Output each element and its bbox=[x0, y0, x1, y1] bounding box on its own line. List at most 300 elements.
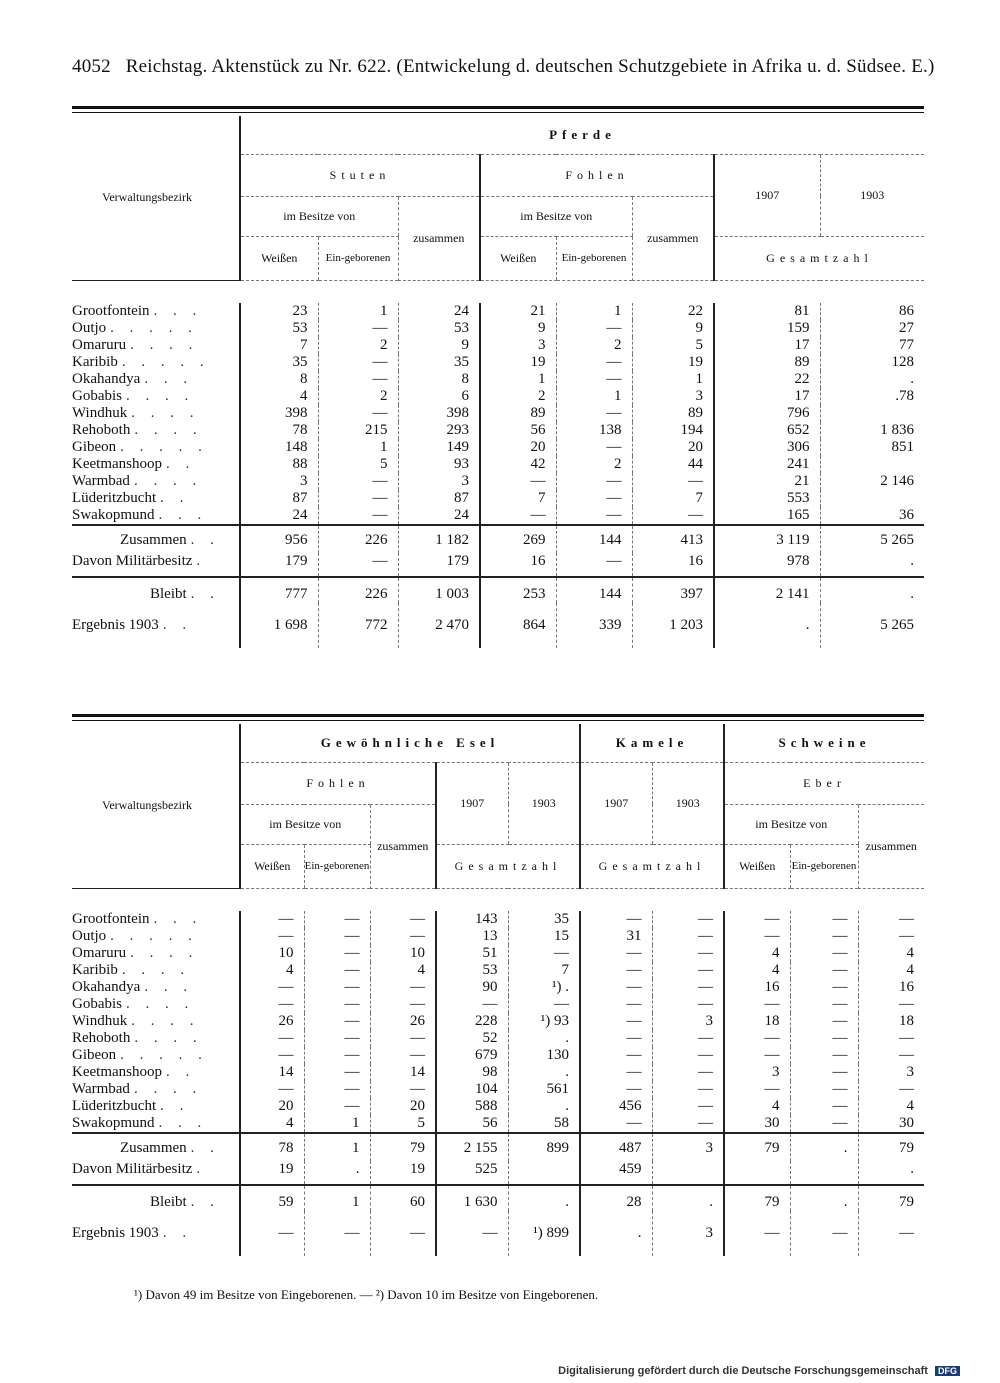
table-cell: — bbox=[436, 996, 508, 1013]
table-row bbox=[72, 303, 924, 320]
year-1907-header: 1907 bbox=[580, 762, 652, 844]
table-cell: — bbox=[556, 473, 632, 490]
table-cell: — bbox=[304, 1047, 370, 1064]
table-row bbox=[72, 422, 924, 439]
table-cell: 53 bbox=[436, 962, 508, 979]
table-cell: — bbox=[858, 928, 924, 945]
owned-by-header: im Besitze von bbox=[480, 196, 632, 236]
table-cell: — bbox=[652, 962, 724, 979]
table-cell: — bbox=[240, 1211, 304, 1256]
leader-dots: . . . bbox=[153, 910, 203, 927]
district-name bbox=[72, 911, 240, 928]
leader-dots: . . bbox=[162, 1224, 193, 1241]
year-1903-header: 1903 bbox=[508, 762, 580, 844]
row-label: Zusammen bbox=[120, 531, 187, 548]
table-cell: — bbox=[580, 1115, 652, 1133]
table-cell: — bbox=[318, 371, 398, 388]
table-cell: 3 bbox=[858, 1064, 924, 1081]
district-name bbox=[72, 553, 240, 577]
table-cell: — bbox=[304, 911, 370, 928]
pigs-group-header: Schweine bbox=[724, 724, 924, 762]
table-cell: 31 bbox=[580, 928, 652, 945]
row-label: Grootfontein bbox=[72, 910, 150, 927]
table-cell bbox=[820, 490, 924, 507]
table-cell: 293 bbox=[398, 422, 480, 439]
table-cell: — bbox=[370, 1047, 436, 1064]
district-name bbox=[72, 303, 240, 320]
table-row bbox=[72, 371, 924, 388]
table-cell: 15 bbox=[508, 928, 580, 945]
table-cell: — bbox=[304, 1013, 370, 1030]
table-cell: 7 bbox=[480, 490, 556, 507]
table-cell: — bbox=[652, 1047, 724, 1064]
table-cell: 226 bbox=[318, 577, 398, 603]
table-cell: 89 bbox=[632, 405, 714, 422]
total-header: zusammen bbox=[858, 804, 924, 888]
table-cell: 6 bbox=[398, 388, 480, 405]
leader-dots: . . . . bbox=[134, 421, 203, 438]
table-cell: — bbox=[652, 928, 724, 945]
table-cell: 4 bbox=[858, 1098, 924, 1115]
table-cell: — bbox=[304, 996, 370, 1013]
table-cell: — bbox=[790, 911, 858, 928]
leader-dots: . . bbox=[190, 1139, 220, 1156]
table-cell: — bbox=[318, 490, 398, 507]
leader-dots: . . . bbox=[158, 1114, 208, 1131]
donkeys-camels-pigs-table-body bbox=[72, 888, 924, 1256]
leader-dots: . . . . bbox=[130, 944, 199, 961]
horses-group-header: Pferde bbox=[240, 116, 924, 154]
district-name bbox=[72, 320, 240, 337]
row-label: Swakopmund bbox=[72, 506, 155, 523]
table-row bbox=[72, 525, 924, 553]
table-cell: — bbox=[436, 1211, 508, 1256]
table-cell: 23 bbox=[240, 303, 318, 320]
table-cell: 87 bbox=[240, 490, 318, 507]
table-cell: 79 bbox=[858, 1185, 924, 1211]
table-cell: 19 bbox=[240, 1161, 304, 1185]
table-cell: 52 bbox=[436, 1030, 508, 1047]
table-cell: 9 bbox=[480, 320, 556, 337]
table-cell: 413 bbox=[632, 525, 714, 553]
table-cell: 553 bbox=[714, 490, 820, 507]
table-cell: .78 bbox=[820, 388, 924, 405]
table-cell: — bbox=[858, 996, 924, 1013]
donkeys-camels-pigs-table bbox=[72, 724, 924, 1256]
district-name bbox=[72, 507, 240, 525]
total-header: zusammen bbox=[632, 196, 714, 280]
table-cell: 4 bbox=[724, 1098, 790, 1115]
table-cell: 26 bbox=[240, 1013, 304, 1030]
table-cell: — bbox=[370, 1081, 436, 1098]
credit-text: Digitalisierung gefördert durch die Deutsche Forschungsgemeinschaft bbox=[558, 1365, 928, 1377]
table-cell: 130 bbox=[508, 1047, 580, 1064]
row-label: Gobabis bbox=[72, 387, 122, 404]
table-cell: 228 bbox=[436, 1013, 508, 1030]
table-cell: 8 bbox=[398, 371, 480, 388]
row-label: Ergebnis 1903 bbox=[72, 616, 159, 633]
district-name bbox=[72, 1185, 240, 1211]
district-name bbox=[72, 422, 240, 439]
table-cell: — bbox=[580, 1064, 652, 1081]
table-cell: 652 bbox=[714, 422, 820, 439]
table-cell: — bbox=[790, 1030, 858, 1047]
table-cell: 8 bbox=[240, 371, 318, 388]
table-cell: — bbox=[724, 1211, 790, 1256]
camels-group-header: Kamele bbox=[580, 724, 724, 762]
whites-header: Weißen bbox=[480, 236, 556, 280]
table-cell: 36 bbox=[820, 507, 924, 525]
table-cell: 22 bbox=[714, 371, 820, 388]
page-header bbox=[72, 56, 935, 78]
table-cell: . bbox=[790, 1185, 858, 1211]
table-cell: 20 bbox=[370, 1098, 436, 1115]
table-cell: — bbox=[370, 911, 436, 928]
table-cell: — bbox=[790, 1064, 858, 1081]
horses-table bbox=[72, 116, 924, 648]
table-cell: 4 bbox=[858, 945, 924, 962]
table-cell: — bbox=[724, 928, 790, 945]
table-cell: 30 bbox=[724, 1115, 790, 1133]
table-row bbox=[72, 553, 924, 577]
row-label: Lüderitzbucht bbox=[72, 489, 157, 506]
table-cell: — bbox=[556, 507, 632, 525]
natives-header: Ein-geborenen bbox=[790, 844, 858, 888]
leader-dots: . . bbox=[190, 585, 220, 602]
whites-header: Weißen bbox=[240, 236, 318, 280]
table-cell: 21 bbox=[480, 303, 556, 320]
table-cell: 2 470 bbox=[398, 603, 480, 648]
owned-by-header: im Besitze von bbox=[240, 196, 398, 236]
table-cell bbox=[724, 1161, 790, 1185]
table-cell: — bbox=[556, 405, 632, 422]
table-row bbox=[72, 320, 924, 337]
table-cell: — bbox=[652, 1030, 724, 1047]
leader-dots: . . bbox=[162, 616, 193, 633]
table-cell: 18 bbox=[858, 1013, 924, 1030]
table-cell: — bbox=[556, 354, 632, 371]
table-cell: 24 bbox=[398, 507, 480, 525]
row-label: Omaruru bbox=[72, 944, 127, 961]
table-cell: 16 bbox=[858, 979, 924, 996]
total-count-header: Gesamtzahl bbox=[580, 844, 724, 888]
leader-dots: . . . bbox=[144, 978, 194, 995]
row-label: Ergebnis 1903 bbox=[72, 1224, 159, 1241]
row-label: Karibib bbox=[72, 353, 118, 370]
table-cell: — bbox=[580, 1047, 652, 1064]
leader-dots: . . . . . bbox=[110, 927, 198, 944]
leader-dots: . . bbox=[165, 455, 196, 472]
table-cell: 1 003 bbox=[398, 577, 480, 603]
table-cell: 22 bbox=[632, 303, 714, 320]
natives-header: Ein-geborenen bbox=[556, 236, 632, 280]
table-cell: — bbox=[370, 996, 436, 1013]
table-cell: . bbox=[508, 1185, 580, 1211]
table-cell: 78 bbox=[240, 1133, 304, 1161]
table-cell: . bbox=[508, 1030, 580, 1047]
table-cell: — bbox=[508, 996, 580, 1013]
table-cell: — bbox=[240, 1047, 304, 1064]
table-cell: — bbox=[240, 996, 304, 1013]
leader-dots: . . . . . bbox=[110, 319, 198, 336]
table-cell: 159 bbox=[714, 320, 820, 337]
table-cell: 179 bbox=[398, 553, 480, 577]
table-cell: — bbox=[240, 979, 304, 996]
table-cell: — bbox=[240, 928, 304, 945]
table-cell: 1 630 bbox=[436, 1185, 508, 1211]
table-cell: 864 bbox=[480, 603, 556, 648]
table-row bbox=[72, 1030, 924, 1047]
row-label: Outjo bbox=[72, 927, 107, 944]
table-cell: — bbox=[304, 928, 370, 945]
row-label: Okahandya bbox=[72, 978, 141, 995]
table-cell: 53 bbox=[240, 320, 318, 337]
dfg-logo: DFG bbox=[935, 1366, 960, 1376]
table-cell: . bbox=[508, 1098, 580, 1115]
table-cell: — bbox=[304, 1098, 370, 1115]
district-name bbox=[72, 1161, 240, 1185]
table-row bbox=[72, 439, 924, 456]
table-cell: 226 bbox=[318, 525, 398, 553]
table-cell: 98 bbox=[436, 1064, 508, 1081]
row-label: Keetmanshoop bbox=[72, 1063, 162, 1080]
table-cell: 79 bbox=[724, 1133, 790, 1161]
table-cell: — bbox=[580, 911, 652, 928]
table-cell: — bbox=[790, 1047, 858, 1064]
table-cell: — bbox=[556, 490, 632, 507]
table-cell: 777 bbox=[240, 577, 318, 603]
table2-top-rule-thin bbox=[72, 720, 924, 721]
table-cell: 1 182 bbox=[398, 525, 480, 553]
table-cell: — bbox=[724, 1081, 790, 1098]
leader-dots: . . . . bbox=[133, 1080, 203, 1097]
natives-header: Ein-geborenen bbox=[318, 236, 398, 280]
table-cell: 7 bbox=[508, 962, 580, 979]
table-cell: 2 146 bbox=[820, 473, 924, 490]
table-cell: 5 265 bbox=[820, 603, 924, 648]
table-cell: 35 bbox=[240, 354, 318, 371]
table-cell: 14 bbox=[370, 1064, 436, 1081]
page-number: 4052 bbox=[72, 56, 111, 77]
district-name bbox=[72, 525, 240, 553]
table-row bbox=[72, 945, 924, 962]
table-row bbox=[72, 1161, 924, 1185]
table-cell: — bbox=[556, 320, 632, 337]
table-cell: — bbox=[858, 1047, 924, 1064]
table-cell: 14 bbox=[240, 1064, 304, 1081]
table-cell: 143 bbox=[436, 911, 508, 928]
table-cell: — bbox=[580, 1081, 652, 1098]
table-cell: — bbox=[318, 320, 398, 337]
table-row bbox=[72, 1064, 924, 1081]
table-row bbox=[72, 388, 924, 405]
table-cell: 269 bbox=[480, 525, 556, 553]
row-label: Rehoboth bbox=[72, 421, 131, 438]
page-title: Reichstag. Aktenstück zu Nr. 622. (Entwickelung d. deutschen Schutzgebiete in Afrika u. d. Südsee. E.) bbox=[125, 56, 935, 77]
table-cell: — bbox=[304, 945, 370, 962]
table-cell: 13 bbox=[436, 928, 508, 945]
table-cell: — bbox=[652, 1081, 724, 1098]
table-cell: 79 bbox=[858, 1133, 924, 1161]
table-cell: 7 bbox=[240, 337, 318, 354]
table-cell: . bbox=[652, 1185, 724, 1211]
district-name bbox=[72, 962, 240, 979]
table-cell: 60 bbox=[370, 1185, 436, 1211]
row-label: Zusammen bbox=[120, 1139, 187, 1156]
table-cell: 20 bbox=[480, 439, 556, 456]
table-cell: — bbox=[304, 1211, 370, 1256]
year-1903-header: 1903 bbox=[652, 762, 724, 844]
table-cell: 56 bbox=[436, 1115, 508, 1133]
table-row bbox=[72, 1115, 924, 1133]
table-cell: 35 bbox=[508, 911, 580, 928]
table-cell: — bbox=[724, 1030, 790, 1047]
table-cell: 956 bbox=[240, 525, 318, 553]
table-cell: 28 bbox=[580, 1185, 652, 1211]
table-cell: 2 bbox=[556, 337, 632, 354]
table-cell: — bbox=[580, 979, 652, 996]
table-cell: — bbox=[508, 945, 580, 962]
table-cell: — bbox=[790, 996, 858, 1013]
table-cell: — bbox=[858, 1081, 924, 1098]
table-cell: — bbox=[790, 945, 858, 962]
table-cell: — bbox=[632, 473, 714, 490]
table-cell bbox=[508, 1161, 580, 1185]
whites-header: Weißen bbox=[724, 844, 790, 888]
table-cell: 1 bbox=[632, 371, 714, 388]
table-row bbox=[72, 911, 924, 928]
table-cell: 215 bbox=[318, 422, 398, 439]
row-label: Davon Militärbesitz bbox=[72, 552, 193, 569]
district-name bbox=[72, 388, 240, 405]
table-cell: 44 bbox=[632, 456, 714, 473]
table-cell: 165 bbox=[714, 507, 820, 525]
table-cell: 24 bbox=[398, 303, 480, 320]
owned-by-header: im Besitze von bbox=[240, 804, 370, 844]
district-name bbox=[72, 1098, 240, 1115]
table-cell: 4 bbox=[858, 962, 924, 979]
table-cell: 21 bbox=[714, 473, 820, 490]
table-cell: 88 bbox=[240, 456, 318, 473]
leader-dots: . . . bbox=[144, 370, 194, 387]
district-name bbox=[72, 354, 240, 371]
table-cell: 397 bbox=[632, 577, 714, 603]
table-row bbox=[72, 603, 924, 648]
district-name bbox=[72, 603, 240, 648]
district-name bbox=[72, 456, 240, 473]
table-cell: 17 bbox=[714, 337, 820, 354]
table-cell: 35 bbox=[398, 354, 480, 371]
table-cell: . bbox=[508, 1064, 580, 1081]
table-cell: — bbox=[480, 473, 556, 490]
table-cell: 456 bbox=[580, 1098, 652, 1115]
table-cell: 18 bbox=[724, 1013, 790, 1030]
table-row bbox=[72, 962, 924, 979]
leader-dots: . . . . bbox=[131, 1012, 200, 1029]
leader-dots: . . . . . bbox=[120, 438, 208, 455]
table-cell: 86 bbox=[820, 303, 924, 320]
table-cell: 1 bbox=[318, 439, 398, 456]
district-name bbox=[72, 928, 240, 945]
table-cell: — bbox=[304, 1081, 370, 1098]
row-label: Gobabis bbox=[72, 995, 122, 1012]
district-name bbox=[72, 337, 240, 354]
table2-top-rule bbox=[72, 714, 924, 717]
table-cell: 4 bbox=[724, 962, 790, 979]
table-cell: 59 bbox=[240, 1185, 304, 1211]
table-cell: 128 bbox=[820, 354, 924, 371]
table-cell: ¹) . bbox=[508, 979, 580, 996]
table-cell: — bbox=[724, 996, 790, 1013]
table-row bbox=[72, 456, 924, 473]
row-label: Outjo bbox=[72, 319, 107, 336]
horses-table-body bbox=[72, 280, 924, 648]
leader-dots: . . . . bbox=[131, 404, 200, 421]
leader-dots: . . . . bbox=[121, 961, 191, 978]
footnote: ¹) Davon 49 im Besitze von Eingeborenen. — ²) Davon 10 im Besitze von Eingeborenen. bbox=[134, 1287, 599, 1302]
table-cell: 79 bbox=[370, 1133, 436, 1161]
row-label: Gibeon bbox=[72, 1046, 117, 1063]
table-cell: — bbox=[318, 354, 398, 371]
row-label: Warmbad bbox=[72, 1080, 130, 1097]
table-cell: — bbox=[790, 1013, 858, 1030]
table-cell: 978 bbox=[714, 553, 820, 577]
table-cell: 24 bbox=[240, 507, 318, 525]
table-cell: 3 bbox=[480, 337, 556, 354]
table-row bbox=[72, 1047, 924, 1064]
table-cell: — bbox=[724, 911, 790, 928]
table-cell: 241 bbox=[714, 456, 820, 473]
table-row bbox=[72, 1098, 924, 1115]
table-cell: 5 bbox=[318, 456, 398, 473]
district-name bbox=[72, 979, 240, 996]
table-cell: — bbox=[632, 507, 714, 525]
table-cell: 78 bbox=[240, 422, 318, 439]
year-1903-header: 1903 bbox=[820, 154, 924, 236]
table-cell: 3 bbox=[652, 1211, 724, 1256]
district-name bbox=[72, 577, 240, 603]
table-cell: — bbox=[790, 1098, 858, 1115]
table-cell: 3 bbox=[632, 388, 714, 405]
table-cell: — bbox=[724, 1047, 790, 1064]
table-cell: 56 bbox=[480, 422, 556, 439]
table-cell: — bbox=[580, 1030, 652, 1047]
table-cell: 2 141 bbox=[714, 577, 820, 603]
table-cell: — bbox=[858, 1211, 924, 1256]
table-cell: 679 bbox=[436, 1047, 508, 1064]
table-cell bbox=[790, 1161, 858, 1185]
table-cell: 2 bbox=[556, 456, 632, 473]
leader-dots: . . bbox=[190, 1193, 220, 1210]
district-name bbox=[72, 1211, 240, 1256]
district-name bbox=[72, 1030, 240, 1047]
natives-header: Ein-geborenen bbox=[304, 844, 370, 888]
row-label: Okahandya bbox=[72, 370, 141, 387]
spacer-row bbox=[72, 888, 924, 911]
table-cell: . bbox=[304, 1161, 370, 1185]
district-name bbox=[72, 405, 240, 422]
district-name bbox=[72, 1013, 240, 1030]
table-cell: 144 bbox=[556, 525, 632, 553]
table-cell: 90 bbox=[436, 979, 508, 996]
row-label: Windhuk bbox=[72, 404, 128, 421]
table-cell: — bbox=[790, 928, 858, 945]
leader-dots: . . bbox=[190, 531, 220, 548]
total-count-header: Gesamtzahl bbox=[436, 844, 580, 888]
row-label: Lüderitzbucht bbox=[72, 1097, 157, 1114]
table-cell: 3 bbox=[652, 1013, 724, 1030]
table-cell: — bbox=[652, 1098, 724, 1115]
